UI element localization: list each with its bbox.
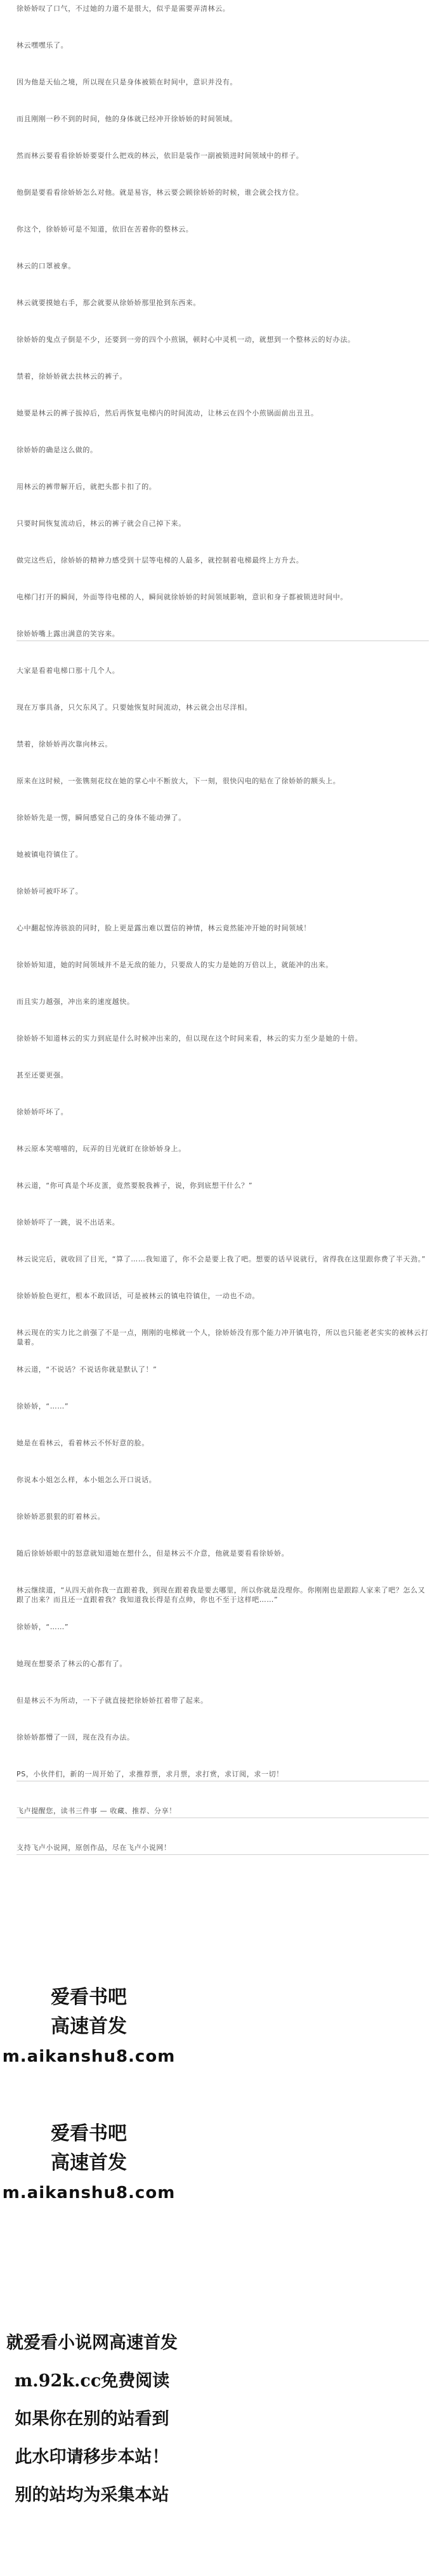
watermark-notice xyxy=(0,2324,184,2514)
paragraph: 飞卢提醒您，读书三件事 — 收藏、推荐、分享！ xyxy=(16,1806,429,1818)
paragraph: 徐娇娇先是一愣，瞬间感觉自己的身体不能动弹了。 xyxy=(16,814,186,822)
paragraph: 禁着，徐娇娇再次靠向林云。 xyxy=(16,740,112,748)
paragraph: 徐娇娇不知道林云的实力到底是什么时候冲出来的，但以现在这个时间来看，林云的实力至少是她的十倍。 xyxy=(16,1034,363,1043)
paragraph: 徐娇娇，“……” xyxy=(16,1623,69,1631)
paragraph: 然而林云要看看徐娇娇要耍什么把戏的林云，依旧是装作一副被锁进时间领域中的样子。 xyxy=(16,152,304,160)
watermark-line-1: 爱看书吧 xyxy=(51,1986,127,2008)
paragraph: 徐娇娇嘴上露出满意的笑容来。 xyxy=(16,629,429,641)
watermark-url: m.aikanshu8.com xyxy=(2,2047,176,2066)
paragraph: 随后徐娇娇眼中的怒意就知道她在想什么，但是林云不介意，他就是要看看徐娇娇。 xyxy=(16,1549,289,1558)
paragraph: 心中翻起惊涛骇浪的同时，脸上更是露出难以置信的神情，林云竟然能冲开她的时间领域！ xyxy=(16,924,311,932)
paragraph: 林云就要摸她右手，那会就要从徐娇娇那里抢到东西来。 xyxy=(16,299,200,307)
watermark-url: m.aikanshu8.com xyxy=(2,2183,176,2202)
paragraph: 大家是看着电梯口那十几个人。 xyxy=(16,667,120,675)
paragraph: 禁着，徐娇娇就去扶林云的裤子。 xyxy=(16,372,127,381)
paragraph: 徐娇娇可被吓坏了。 xyxy=(16,887,83,895)
paragraph: 她是在看林云，看着林云不怀好意的脸。 xyxy=(16,1439,149,1447)
paragraph: 你这个，徐娇娇可是不知道，依旧在苦着你的整林云。 xyxy=(16,225,193,233)
paragraph: 因为他是天仙之境，所以现在只是身体被锁在时间中，意识并没有。 xyxy=(16,78,237,86)
paragraph: 徐娇娇，“……” xyxy=(16,1402,69,1410)
paragraph: 做完这些后，徐娇娇的精神力感受到十层等电梯的人最多，就控制着电梯最终上方升去。 xyxy=(16,556,304,564)
paragraph: 林云嘿嘿乐了。 xyxy=(16,41,69,49)
watermark-line-2: 高速首发 xyxy=(51,2015,127,2038)
watermark-line-1: 爱看书吧 xyxy=(51,2123,127,2145)
paragraph: 原来在这时候，一张镌刻花纹在她的掌心中不断放大，下一刻，很快闪电的贴在了徐娇娇的额头上。 xyxy=(16,777,341,785)
watermark-line-2: 高速首发 xyxy=(51,2152,127,2174)
paragraph: 她被镇电符镇住了。 xyxy=(16,850,83,859)
paragraph: 徐娇娇的鬼点子倒是不少，还要到一旁的四个小煎锅，顿时心中灵机一动，就想到一个整林云的好办法。 xyxy=(16,335,355,344)
paragraph: 徐娇娇吓坏了。 xyxy=(16,1108,69,1116)
paragraph: 她现在想要杀了林云的心都有了。 xyxy=(16,1660,127,1668)
paragraph: 徐娇娇恶狠狠的盯着林云。 xyxy=(16,1512,105,1521)
paragraph: 但是林云不为所动，一下子就直接把徐娇娇扛着带了起来。 xyxy=(16,1696,208,1705)
paragraph: 林云继续道，“从四天前你我一直跟着我，到现在跟着我是要去哪里，所以你就是没理你。你刚刚也是跟踪人家来了吧？怎么又跟了出来？而且还一直跟着我？我知道我长得是有点帅，你也不至于这样吧……” xyxy=(16,1586,426,1604)
notice-line-3: 如果你在别的站看到 xyxy=(15,2409,169,2429)
paragraph: 林云道，“你可真是个坏皮蛋，竟然要脱我裤子，说，你到底想干什么？” xyxy=(16,1181,253,1190)
paragraph: 徐娇娇的确是这么做的。 xyxy=(16,446,98,454)
paragraph: 徐娇娇都懵了一回，现在没有办法。 xyxy=(16,1733,134,1741)
paragraph: 电梯门打开的瞬间，外面等待电梯的人，瞬间就徐娇娇的时间领域影响，意识和身子都被锁进时间中。 xyxy=(16,593,348,601)
paragraph: 林云现在的实力比之前强了不是一点，刚刚的电梯就一个人，徐娇娇没有那个能力冲开镇电符，所以也只能老老实实的被林云打量着。 xyxy=(16,1329,429,1346)
paragraph: 甚至还要更强。 xyxy=(16,1071,69,1079)
paragraph: 只要时间恢复流动后，林云的裤子就会自己掉下来。 xyxy=(16,519,186,528)
paragraph: 徐娇娇吓了一跳，说不出话来。 xyxy=(16,1218,120,1226)
paragraph: 林云说完后，就收回了目光，“算了……我知道了，你不会是要上我了吧。想要的话早说就行，省得我在这里跟你费了半天劲。” xyxy=(16,1255,426,1263)
notice-line-5: 别的站均为采集本站 xyxy=(15,2485,169,2505)
paragraph: 而且刚刚一秒不到的时间，他的身体就已经冲开徐娇娇的时间领域。 xyxy=(16,115,237,123)
notice-line-4: 此水印请移步本站！ xyxy=(15,2447,169,2467)
paragraph: 林云原本笑嘻嘻的，玩弄的目光就盯在徐娇娇身上。 xyxy=(16,1145,186,1153)
paragraph: 现在万事具备，只欠东风了。只要她恢复时间流动，林云就会出尽洋相。 xyxy=(16,703,252,712)
paragraph: 徐娇娇脸色更红，根本不敢回话，可是被林云的镇电符镇住，一动也不动。 xyxy=(16,1292,259,1300)
paragraph: 支持飞卢小说网，原创作品，尽在飞卢小说网！ xyxy=(16,1843,429,1855)
paragraph: 她要是林云的裤子拔掉后，然后再恢复电梯内的时间流动，让林云在四个小煎锅面前出丑丑。 xyxy=(16,409,318,417)
paragraph: 林云的口罩被拿。 xyxy=(16,262,75,270)
paragraph: 林云道，“不说话？不说话你就是默认了！” xyxy=(16,1365,157,1374)
notice-line-2: m.92k.cc免费阅读 xyxy=(14,2371,170,2391)
paragraph: 徐娇娇叹了口气，不过她的力道不是很大，似乎是需要弄清林云。 xyxy=(16,4,230,13)
paragraph: 而且实力越强，冲出来的速度越快。 xyxy=(16,998,134,1006)
paragraph: 你说本小姐怎么样，本小姐怎么开口说话。 xyxy=(16,1476,157,1484)
paragraph: 用林云的裤带解开后，就把头都卡扣了的。 xyxy=(16,483,157,491)
notice-line-1: 就爱看小说网高速首发 xyxy=(6,2333,178,2353)
paragraph: 徐娇娇知道，她的时间领域并不是无敌的能力，只要敌人的实力是她的万倍以上，就能冲的出来。 xyxy=(16,961,333,969)
paragraph: 他倒是要看看徐娇娇怎么对他。就是易容，林云要会顾徐娇娇的时候，谁会就会找方位。 xyxy=(16,188,304,197)
paragraph: PS，小伙伴们，新的一周开始了，求推荐票，求月票，求打赏，求订阅，求一切！ xyxy=(16,1769,429,1781)
